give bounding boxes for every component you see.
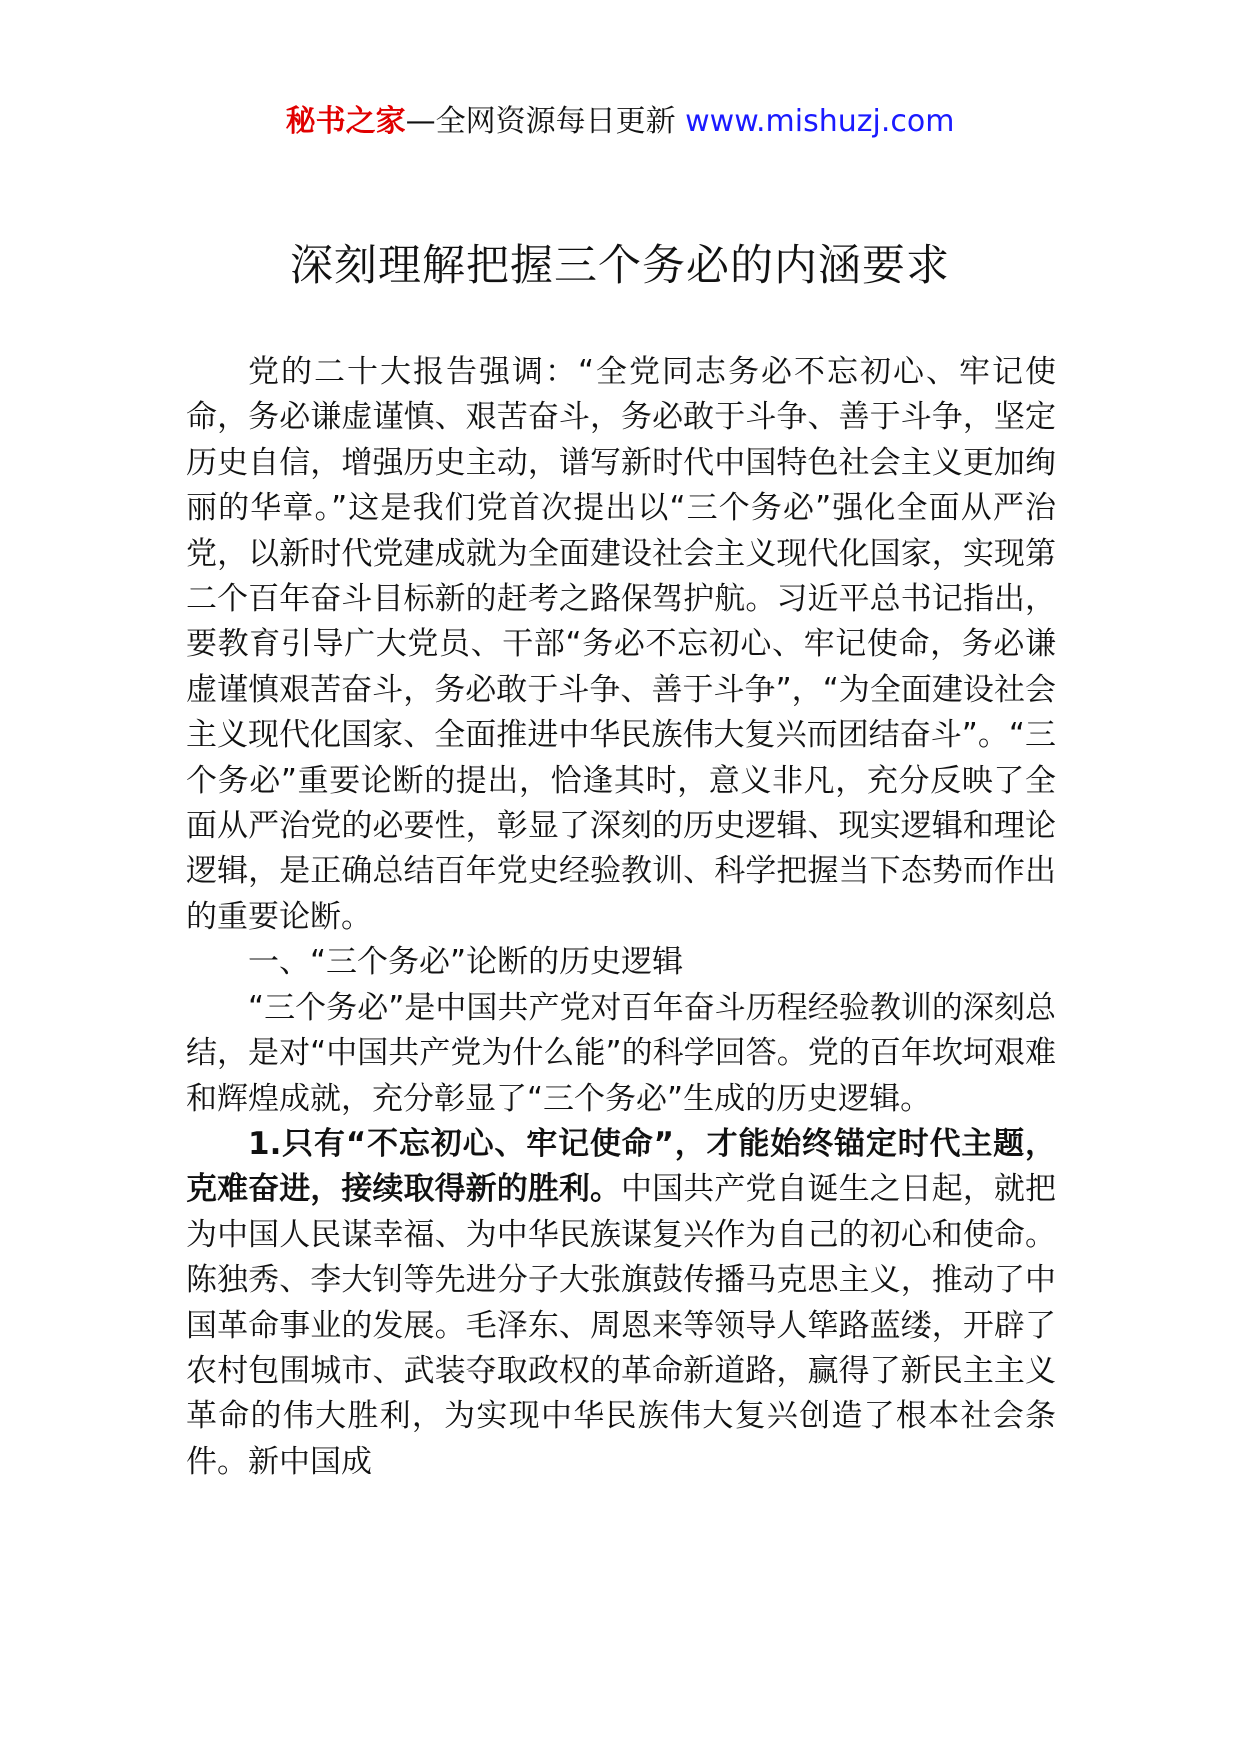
paragraph-history-logic: “三个务必”是中国共产党对百年奋斗历程经验教训的深刻总结，是对“中国共产党为什么能”的科学回答。党的百年坎坷艰难和辉煌成就，充分彰显了“三个务必”生成的历史逻辑。 bbox=[186, 989, 1056, 1117]
section-heading-1: 一、“三个务必”论断的历史逻辑 bbox=[248, 944, 684, 981]
point-1-lead: 1.只有“不忘初心、牢记使命”，才能始终锚定时代主题，克难奋进，接续取得新的胜利。 bbox=[186, 1125, 1056, 1208]
site-header bbox=[0, 100, 1240, 144]
site-brand: 秘书之家 bbox=[285, 104, 406, 139]
point-1-text: 中国共产党自诞生之日起，就把为中国人民谋幸福、为中华民族谋复兴作为自己的初心和使命。陈独秀、李大钊等先进分子大张旗鼓传播马克思主义，推动了中国革命事业的发展。毛泽东、周恩来等领导人筚路蓝缕，开辟了农村包围城市、武装夺取政权的革命新道路，赢得了新民主主义革命的伟大胜利，为实现中华民族伟大复兴创造了根本社会条件。新中国成 bbox=[186, 1171, 1057, 1480]
document-body bbox=[186, 350, 1056, 1485]
site-tagline: —全网资源每日更新 bbox=[405, 104, 686, 139]
paragraph-intro: 党的二十大报告强调：“全党同志务必不忘初心、牢记使命，务必谦虚谨慎、艰苦奋斗，务必敢于斗争、善于斗争，坚定历史自信，增强历史主动，谱写新时代中国特色社会主义更加绚丽的华章。”这是我们党首次提出以“三个务必”强化全面从严治党，以新时代党建成就为全面建设社会主义现代化国家，实现第二个百年奋斗目标新的赶考之路保驾护航。习近平总书记指出，要教育引导广大党员、干部“务必不忘初心、牢记使命，务必谦虚谨慎艰苦奋斗，务必敢于斗争、善于斗争”，“为全面建设社会主义现代化国家、全面推进中华民族伟大复兴而团结奋斗”。“三个务必”重要论断的提出，恰逢其时，意义非凡，充分反映了全面从严治党的必要性，彰显了深刻的历史逻辑、现实逻辑和理论逻辑，是正确总结百年党史经验教训、科学把握当下态势而作出的重要论断。 bbox=[186, 354, 1056, 935]
paragraph-point-1 bbox=[186, 1122, 1056, 1485]
site-url-link[interactable]: www.mishuzj.com bbox=[685, 104, 955, 139]
document-title: 深刻理解把握三个务必的内涵要求 bbox=[290, 241, 950, 291]
